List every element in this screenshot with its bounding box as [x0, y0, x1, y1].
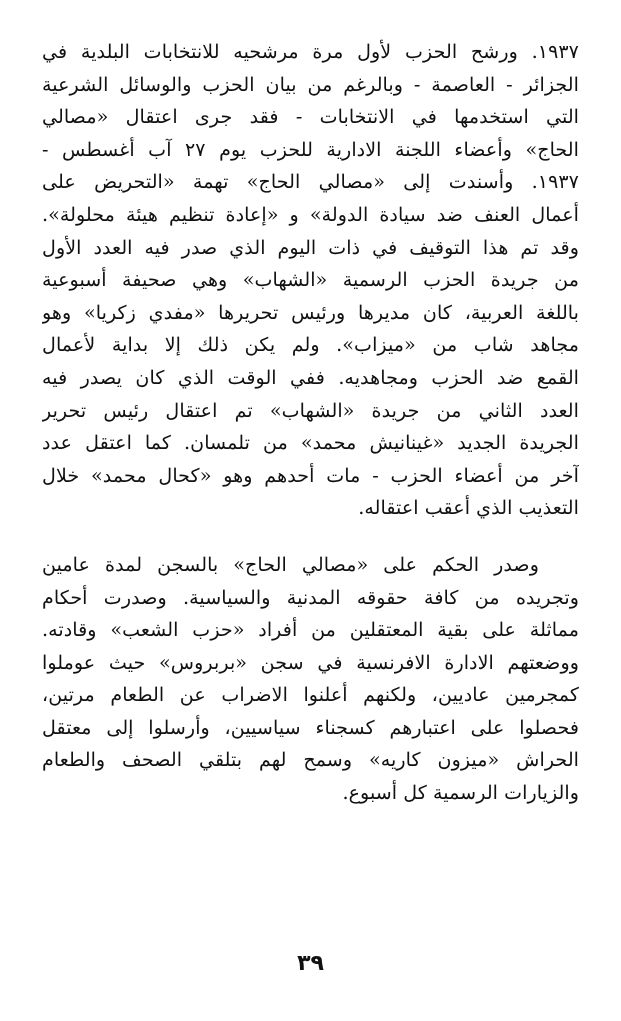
text-line: والزيارات الرسمية كل أسبوع.: [342, 781, 579, 805]
text-line: وصدر الحكم على «مصالي الحاج» بالسجن لمدة عامين: [42, 552, 539, 576]
text-line: القمع ضد الحزب ومجاهديه. ففي الوقت الذي كان يصدر فيه: [42, 365, 579, 389]
text-line: مماثلة على بقية المعتقلين من أفراد «حزب الشعب» وقادته.: [42, 618, 579, 642]
paragraph-1: [42, 36, 579, 525]
text-line: ١٩٣٧. وأسندت إلى «مصالي الحاج» تهمة «التحريض على: [42, 170, 579, 194]
text-line: أعمال العنف ضد سيادة الدولة» و «إعادة تنظيم هيئة محلولة».: [42, 202, 579, 226]
text-line: آخر من أعضاء الحزب - مات أحدهم وهو «كحال محمد» خلال: [42, 463, 579, 487]
text-line: ١٩٣٧. ورشح الحزب لأول مرة مرشحيه للانتخابات البلدية في: [42, 40, 579, 63]
text-line: وقد تم هذا التوقيف في ذات اليوم الذي صدر فيه العدد الأول: [42, 235, 579, 259]
text-line: ووضعتهم الادارة الافرنسية في سجن «بربروس» حيث عوملوا: [42, 650, 579, 674]
text-line: مجاهد شاب من «ميزاب». ولم يكن ذلك إلا بداية لأعمال: [42, 333, 579, 357]
text-line: التعذيب الذي أعقب اعتقاله.: [358, 496, 579, 520]
text-line: كمجرمين عاديين، ولكنهم أعلنوا الاضراب عن الطعام مرتين،: [42, 683, 579, 707]
text-line: التي استخدمها في الانتخابات - فقد جرى اعتقال «مصالي: [42, 105, 579, 129]
text-line: العدد الثاني من جريدة «الشهاب» تم اعتقال رئيس تحرير: [42, 398, 579, 422]
text-line: الجزائر - العاصمة - وبالرغم من بيان الحزب والوسائل الشرعية: [42, 72, 579, 96]
page-number: ٣٩: [297, 951, 324, 976]
text-line: الحاج» وأعضاء اللجنة الادارية للحزب يوم ٢٧ آب أغسطس -: [42, 137, 579, 161]
text-line: الجريدة الجديد «غينانيش محمد» من تلمسان. كما اعتقل عدد: [42, 431, 579, 455]
text-line: فحصلوا على اعتبارهم كسجناء سياسيين، وأرسلوا إلى معتقل: [42, 715, 579, 739]
text-line: باللغة العربية، كان مديرها ورئيس تحريرها «مفدي زكريا» وهو: [42, 300, 579, 324]
text-line: من جريدة الحزب الرسمية «الشهاب» وهي صحيفة أسبوعية: [42, 268, 579, 292]
paragraph-2: [42, 549, 579, 810]
text-line: الحراش «ميزون كاريه» وسمح لهم بتلقي الصحف والطعام: [42, 748, 579, 772]
text-line: وتجريده من كافة حقوقه المدنية والسياسية. وصدرت أحكام: [42, 585, 579, 609]
